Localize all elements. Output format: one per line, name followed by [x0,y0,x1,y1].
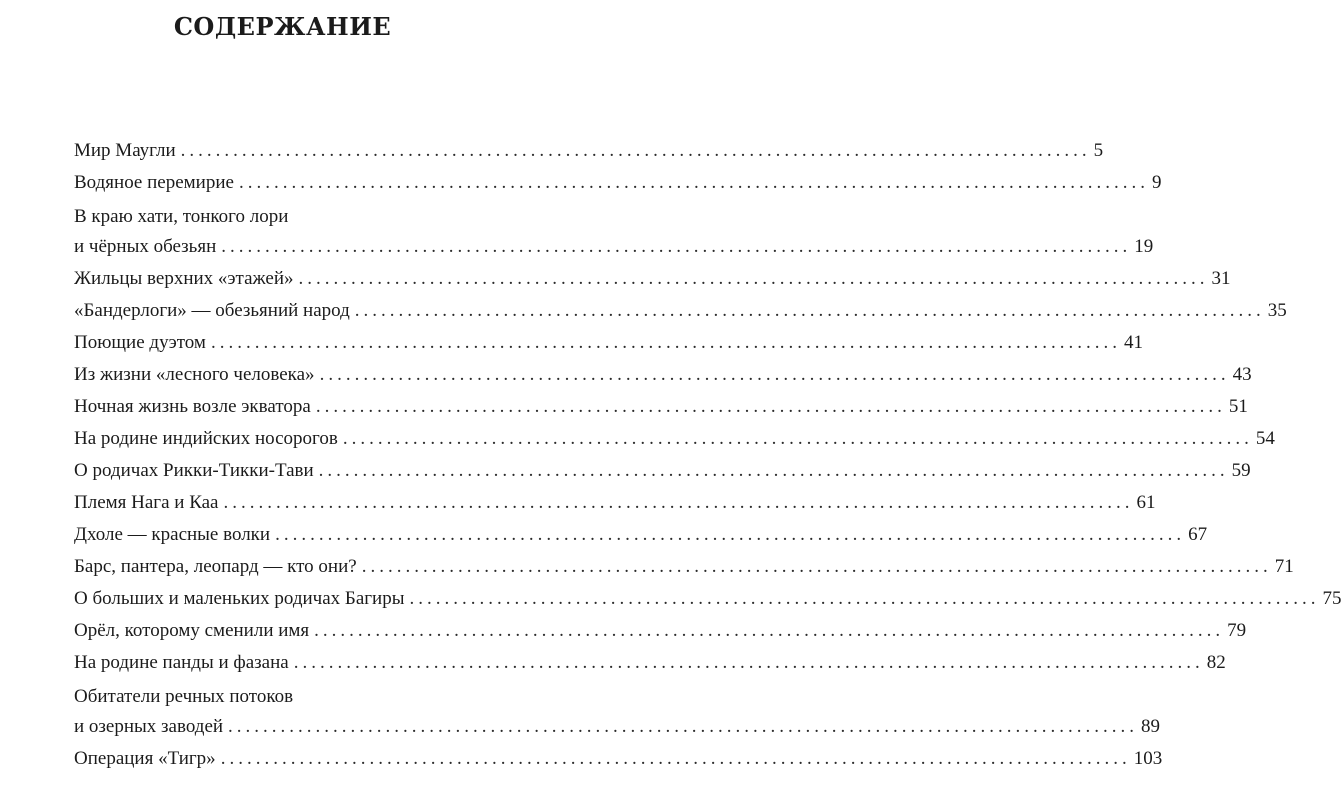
dot-leader: ........................................................................................................ [314,620,1225,641]
toc-entry [74,456,1251,486]
toc-entry-title: Дхоле — красные волки [74,524,271,545]
toc-entry-title: Операция «Тигр» [74,748,216,769]
table-of-contents [74,136,1342,774]
toc-page-number: 59 [1231,460,1251,481]
toc-entry-title: Водяное перемирие [74,172,234,193]
toc-entry-title: Орёл, которому сменили имя [74,620,310,641]
dot-leader: ........................................................................................................ [293,652,1204,673]
toc-page-number: 54 [1255,428,1275,449]
toc-page-number: 41 [1123,332,1143,353]
toc-page-number: 61 [1136,492,1156,513]
toc-entry-title: Барс, пантера, леопард — кто они? [74,556,357,577]
dot-leader: ........................................................................................................ [228,716,1139,737]
toc-page-number: 5 [1093,140,1104,161]
toc-page-number: 51 [1228,396,1248,417]
toc-page-number: 82 [1206,652,1226,673]
toc-entry-title: На родине индийских носорогов [74,428,338,449]
toc-entry [74,552,1294,582]
dot-leader: ........................................................................................................ [342,428,1253,449]
toc-entry-title: и озерных заводей [74,716,224,737]
toc-entry [74,584,1342,614]
toc-entry [74,136,1104,166]
toc-entry-title: «Бандерлоги» — обезьяний народ [74,300,350,321]
toc-entry [74,296,1287,326]
dot-leader: ........................................................................................................ [315,396,1226,417]
toc-page-number: 75 [1322,588,1342,609]
toc-page-number: 19 [1134,236,1154,257]
dot-leader: ........................................................................................................ [318,460,1229,481]
toc-entry-title: Из жизни «лесного человека» [74,364,315,385]
toc-entry-title: На родине панды и фазана [74,652,289,673]
dot-leader: ........................................................................................................ [319,364,1230,385]
toc-entry-title: О больших и маленьких родичах Багиры [74,588,405,609]
toc-page-number: 89 [1141,716,1161,737]
dot-leader: ........................................................................................................ [298,268,1209,289]
page-title: СОДЕРЖАНИЕ [173,12,392,41]
toc-entry-title-first-line: В краю хати, тонкого лори [74,206,289,227]
dot-leader: ........................................................................................................ [221,236,1132,257]
dot-leader: ........................................................................................................ [275,524,1186,545]
dot-leader: ........................................................................................................ [354,300,1265,321]
toc-page-number: 79 [1227,620,1247,641]
toc-entry-title: и чёрных обезьян [74,236,217,257]
dot-leader: ........................................................................................................ [223,492,1134,513]
toc-page-number: 9 [1151,172,1162,193]
toc-entry [74,682,1161,742]
toc-page-number: 71 [1274,556,1294,577]
toc-entry [74,264,1231,294]
toc-entry [74,488,1156,518]
dot-leader: ........................................................................................................ [361,556,1272,577]
toc-entry [74,168,1162,198]
toc-entry [74,616,1247,646]
dot-leader: ........................................................................................................ [210,332,1121,353]
toc-entry [74,392,1248,422]
toc-entry-title: О родичах Рикки-Тикки-Тави [74,460,314,481]
toc-entry [74,328,1143,358]
toc-page-number: 43 [1232,364,1252,385]
toc-entry [74,202,1154,262]
toc-entry [74,648,1226,678]
toc-entry-title: Жильцы верхних «этажей» [74,268,294,289]
toc-entry-title: Племя Нага и Каа [74,492,219,513]
toc-entry [74,360,1252,390]
toc-page-number: 67 [1188,524,1208,545]
toc-page-number: 35 [1267,300,1287,321]
toc-entry [74,520,1208,550]
dot-leader: ........................................................................................................ [220,748,1131,769]
toc-page-number: 31 [1211,268,1231,289]
toc-entry [74,744,1163,774]
dot-leader: ........................................................................................................ [238,172,1149,193]
toc-entry-title: Поющие дуэтом [74,332,206,353]
dot-leader: ........................................................................................................ [180,140,1091,161]
toc-entry-title: Мир Маугли [74,140,176,161]
toc-entry [74,424,1275,454]
toc-entry-title-first-line: Обитатели речных потоков [74,686,294,707]
toc-entry-title: Ночная жизнь возле экватора [74,396,311,417]
toc-page-number: 103 [1133,748,1163,769]
dot-leader: ........................................................................................................ [409,588,1320,609]
